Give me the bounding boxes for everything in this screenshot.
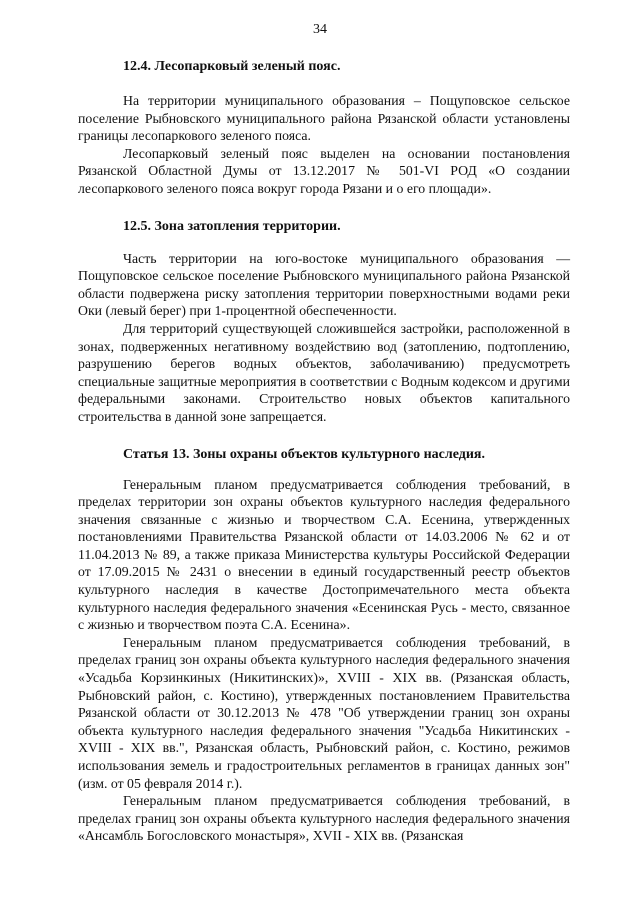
section-12-4-paragraph-1: На территории муниципального образования – Пощуповское сельское поселение Рыбновского муниципального района Рязанской области установлены границы лесопаркового зеленого пояса. bbox=[78, 93, 570, 144]
section-12-4-heading: 12.4. Лесопарковый зеленый пояс. bbox=[123, 59, 341, 74]
article-13-paragraph-1: Генеральным планом предусматривается соблюдения требований, в пределах территории зон охраны объектов культурного наследия федерального значения связанные с жизнью и творчеством С.А. Есенина, утвержденных постановлениями Правительства Рязанской области от 14.03.2006 № 62 и от 11.04.2013 № 89, а также приказа Министерства культуры Российской Федерации от 17.09.2015 № 2431 о внесении в единый государственный реестр объектов культурного наследия в качестве Достопримечательного места объекта культурного наследия федерального значения «Есенинская Русь - место, связанное с жизнью и творчеством поэта С.А. Есенина». bbox=[78, 476, 570, 633]
article-13-paragraph-3: Генеральным планом предусматривается соблюдения требований, в пределах границ зон охраны объекта культурного наследия федерального значения «Ансамбль Богословского монастыря», XVII - XIX вв. (Рязанская bbox=[78, 793, 570, 844]
article-13-paragraph-2: Генеральным планом предусматривается соблюдения требований, в пределах границ зон охраны объекта культурного наследия федерального значения «Усадьба Корзинкиных (Никитинских)», XVIII - XIX вв. (Рязанская область, Рыбновский район, с. Костино), утвержденных постановлением Правительства Рязанской области от 30.12.2013 № 478 "Об утверждении границ зон охраны объекта культурного наследия федерального значения "Усадьба Никитинских - XVIII - XIX вв.", Рязанская область, Рыбновский район, с. Костино, режимов использования земель и градостроительных регламентов в границах данных зон" (изм. от 05 февраля 2014 г.). bbox=[78, 634, 570, 791]
section-12-4-paragraph-2: Лесопарковый зеленый пояс выделен на основании постановления Рязанской Областной Думы от 13.12.2017 № 501-VI РОД «О создании лесопаркового зеленого пояса вокруг города Рязани и о его площади». bbox=[78, 145, 570, 196]
document-body bbox=[78, 58, 570, 845]
section-12-5-paragraph-1: Часть территории на юго-востоке муниципального образования — Пощуповское сельское поселение Рыбновского муниципального района Рязанской области подвержена риску затопления территории поверхностными водами реки Оки (левый берег) при 1-процентной обеспеченности. bbox=[78, 250, 570, 319]
article-13-heading: Статья 13. Зоны охраны объектов культурного наследия. bbox=[123, 446, 485, 462]
section-12-5-heading: 12.5. Зона затопления территории. bbox=[123, 218, 341, 234]
page-number: 34 bbox=[313, 22, 327, 37]
section-12-5-paragraph-2: Для территорий существующей сложившейся застройки, расположенной в зонах, подверженных негативному воздействию вод (затоплению, подтоплению, разрушению берегов водных объектов, заболачиванию) предусмотреть специальные защитные мероприятия в соответствии с Водным кодексом и другими федеральными законами. Строительство новых объектов капитального строительства в данной зоне запрещается. bbox=[78, 320, 570, 424]
